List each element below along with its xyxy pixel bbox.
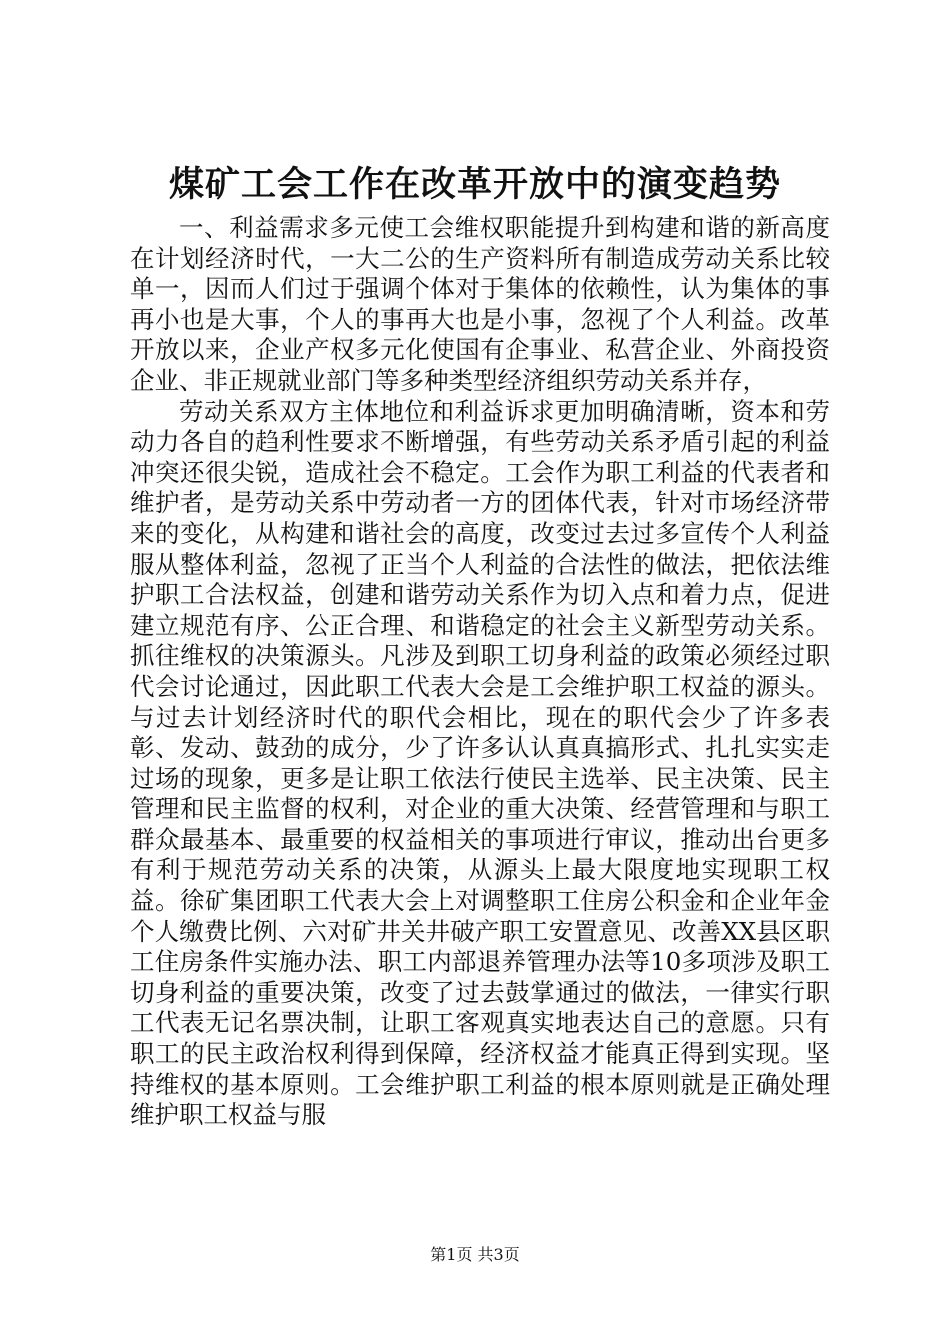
page-number-footer: 第1页 共3页 (430, 1245, 520, 1264)
document-title: 煤矿工会工作在改革开放中的演变趋势 (168, 164, 781, 205)
paragraph-1: 一、利益需求多元使工会维权职能提升到构建和谐的新高度在计划经济时代，一大二公的生产资料所有制造成劳动关系比较单一，因而人们过于强调个体对于集体的依赖性，认为集体的事再小也是大事，个人的事再大也是小事，忽视了个人利益。改革开放以来，企业产权多元化使国有企事业、私营企业、外商投资企业、非正规就业部门等多种类型经济组织劳动关系并存， (130, 213, 830, 395)
paragraph-2: 劳动关系双方主体地位和利益诉求更加明确清晰，资本和劳动力各自的趋利性要求不断增强，有些劳动关系矛盾引起的利益冲突还很尖锐，造成社会不稳定。工会作为职工利益的代表者和维护者，是劳动关系中劳动者一方的团体代表，针对市场经济带来的变化，从构建和谐社会的高度，改变过去过多宣传个人利益服从整体利益，忽视了正当个人利益的合法性的做法，把依法维护职工合法权益，创建和谐劳动关系作为切入点和着力点，促进建立规范有序、公正合理、和谐稳定的社会主义新型劳动关系。抓往维权的决策源头。凡涉及到职工切身利益的政策必须经过职代会讨论通过，因此职工代表大会是工会维护职工权益的源头。与过去计划经济时代的职代会相比，现在的职代会少了许多表彰、发动、鼓劲的成分，少了许多认认真真搞形式、扎扎实实走过场的现象，更多是让职工依法行使民主选举、民主决策、民主管理和民主监督的权利，对企业的重大决策、经营管理和与职工群众最基本、最重要的权益相关的事项进行审议，推动出台更多有利于规范劳动关系的决策，从源头上最大限度地实现职工权益。徐矿集团职工代表大会上对调整职工住房公积金和企业年金个人缴费比例、六对矿井关井破产职工安置意见、改善XX县区职工住房条件实施办法、职工内部退养管理办法等10多项涉及职工切身利益的重要决策，改变了过去鼓掌通过的做法，一律实行职工代表无记名票决制，让职工客观真实地表达自己的意愿。只有职工的民主政治权利得到保障，经济权益才能真正得到实现。坚持维权的基本原则。工会维护职工利益的根本原则就是正确处理维护职工权益与服 (130, 396, 830, 1130)
document-body (130, 213, 830, 1131)
